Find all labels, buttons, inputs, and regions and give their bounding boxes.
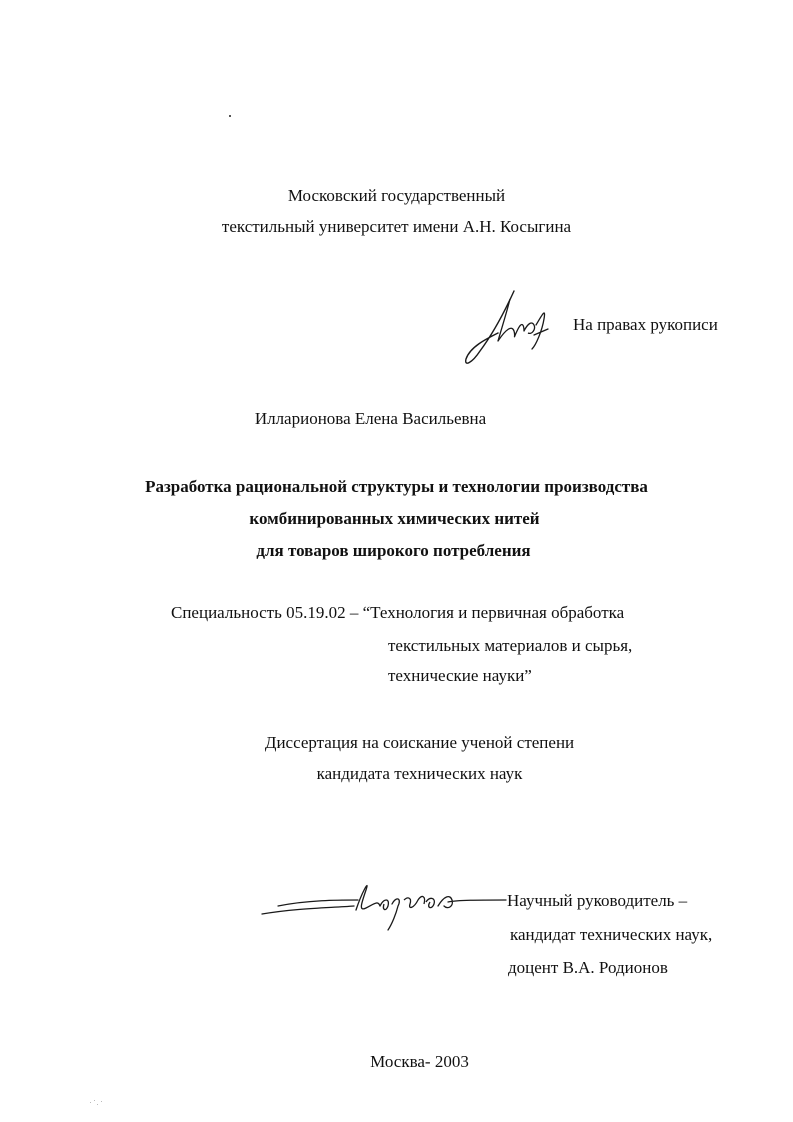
thesis-title-line-1: Разработка рациональной структуры и технологии производства: [145, 477, 648, 496]
supervisor-signature: [258, 870, 508, 934]
thesis-title-line-3: для товаров широкого потребления: [256, 541, 531, 560]
supervisor-line-2: кандидат технических наук,: [510, 925, 713, 944]
manuscript-rights-note: На правах рукописи: [573, 315, 718, 334]
supervisor-line-3: доцент В.А. Родионов: [508, 958, 668, 977]
scan-noise: [90, 1100, 104, 1108]
author-name: Илларионова Елена Васильевна: [254, 409, 487, 428]
place-and-year: Москва- 2003: [370, 1052, 469, 1071]
dissertation-line-2: кандидата технических наук: [316, 764, 523, 783]
thesis-title-line-2: комбинированных химических нитей: [249, 509, 540, 528]
supervisor-line-1: Научный руководитель –: [507, 891, 688, 910]
author-signature: [452, 285, 562, 373]
dissertation-line-1: Диссертация на соискание ученой степени: [264, 733, 575, 752]
scan-speck: [229, 115, 231, 117]
institution-line-2: текстильный университет имени А.Н. Косыгина: [221, 217, 572, 236]
specialty-line-3: технические науки”: [388, 666, 532, 685]
specialty-line-1: Специальность 05.19.02 – “Технология и первичная обработка: [171, 603, 625, 622]
institution-line-1: Московский государственный: [287, 186, 506, 205]
specialty-line-2: текстильных материалов и сырья,: [388, 636, 633, 655]
